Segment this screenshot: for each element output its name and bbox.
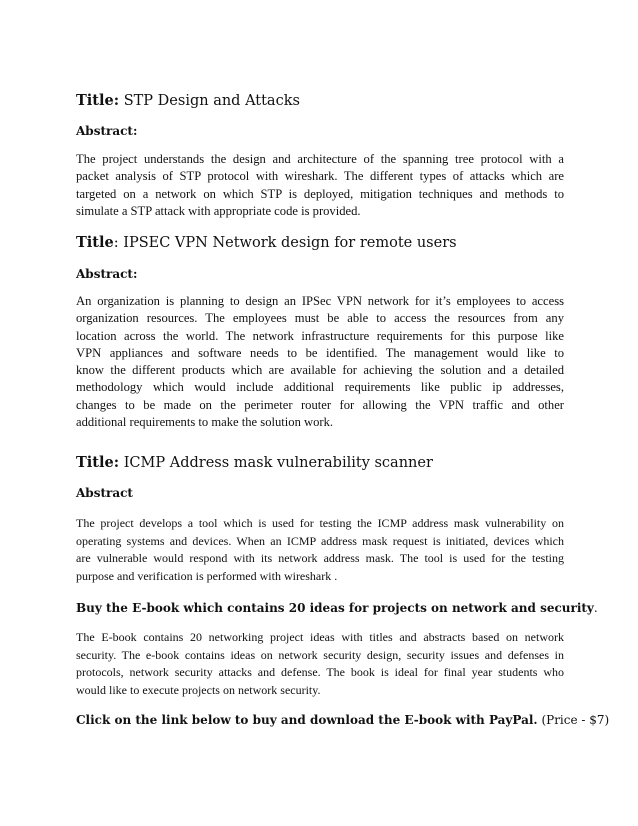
title-label: Title <box>76 234 114 251</box>
section-1-abstract-text <box>76 151 564 220</box>
text-line: know the different products which are available for achieving the solution and a detailed <box>76 363 564 378</box>
ebook-cta-bold: Click on the link below to buy and download the E-book with PayPal. <box>76 713 538 727</box>
text-line: protocols, network security attacks and defense. The book is ideal for final year students who <box>76 665 564 679</box>
title-label: Title: <box>76 454 120 471</box>
section-2-abstract-text <box>76 293 564 431</box>
section-3-abstract-label: Abstract <box>76 486 133 500</box>
text-line: are vulnerable would respond with its network address mask. The tool is used for the testing <box>76 551 564 565</box>
section-3-abstract-text <box>76 515 564 585</box>
title-text: ICMP Address mask vulnerability scanner <box>119 455 433 471</box>
ebook-heading <box>76 600 598 616</box>
title-text: : IPSEC VPN Network design for remote users <box>113 235 457 251</box>
text-line: organization resources. The employees must be able to access the resources from any <box>76 311 564 326</box>
ebook-cta <box>76 712 609 728</box>
text-line: The E-book contains 20 networking project ideas with titles and abstracts based on network <box>76 630 564 644</box>
text-line: The project understands the design and architecture of the spanning tree protocol with a <box>76 152 564 166</box>
ebook-price: (Price - $7) <box>537 713 610 727</box>
section-1-abstract-label: Abstract: <box>76 124 138 138</box>
section-3-title <box>76 454 433 472</box>
section-2-title <box>76 234 457 252</box>
text-line: packet analysis of STP protocol with wireshark. The different types of attacks which are <box>76 169 564 184</box>
text-line: additional requirements to make the solution work. <box>76 415 334 430</box>
text-line: would like to execute projects on network security. <box>76 682 321 697</box>
title-text: STP Design and Attacks <box>119 93 300 109</box>
text-line: VPN appliances and software needs to be identified. The management would like to <box>76 345 564 360</box>
text-line: security. The e-book contains ideas on network security design, security issues and defenses in <box>76 647 564 662</box>
text-line: operating systems and devices. When an ICMP address mask request is initiated, devices which <box>76 533 564 548</box>
ebook-description <box>76 629 564 699</box>
ebook-heading-end: . <box>593 601 598 615</box>
section-1-title <box>76 92 300 110</box>
text-line: The project develops a tool which is used for testing the ICMP address mask vulnerability on <box>76 516 564 530</box>
text-line: methodology which would include additional requirements like public ip addresses, <box>76 380 564 395</box>
text-line: simulate a STP attack with appropriate code is provided. <box>76 203 361 218</box>
text-line: purpose and verification is performed with wireshark . <box>76 568 338 583</box>
text-line: changes to be made on the perimeter router for allowing the VPN traffic and other <box>76 397 564 412</box>
section-2-abstract-label: Abstract: <box>76 267 138 281</box>
text-line: location across the world. The network infrastructure requirements for this purpose like <box>76 328 564 343</box>
ebook-heading-bold: Buy the E-book which contains 20 ideas for projects on network and security <box>76 601 594 615</box>
text-line: An organization is planning to design an IPSec VPN network for it’s employees to access <box>76 294 564 308</box>
title-label: Title: <box>76 92 120 109</box>
text-line: targeted on a network on which STP is deployed, mitigation techniques and methods to <box>76 186 564 201</box>
